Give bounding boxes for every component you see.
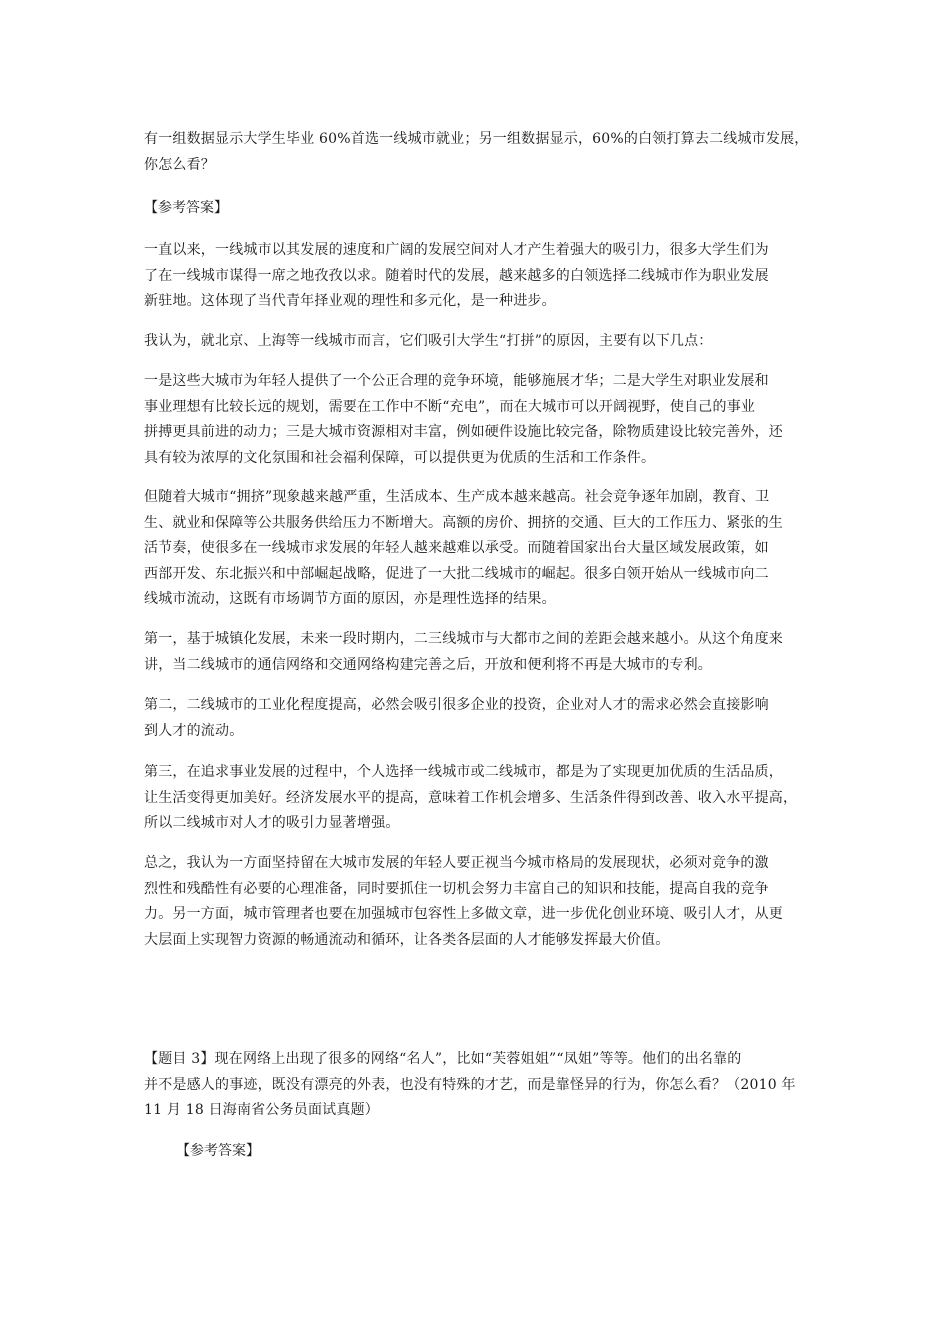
paragraph-6 [144, 693, 812, 744]
paragraph-1 [144, 238, 812, 315]
answer-label: 【参考答案】 [144, 200, 228, 216]
text-line: 第二，二线城市的工业化程度提高，必然会吸引很多企业的投资，企业对人才的需求必然会直接影响 [144, 697, 769, 713]
text-line: 一是这些大城市为年轻人提供了一个公正合理的竞争环境，能够施展才华；二是大学生对职业发展和 [144, 373, 769, 389]
text-line: 讲，当二线城市的通信网络和交通网络构建完善之后，开放和便利将不再是大城市的专利。 [144, 656, 712, 673]
question-3 [144, 1047, 812, 1124]
text-line: 生、就业和保障等公共服务供给压力不断增大。高额的房价、拥挤的交通、巨大的工作压力、紧张的生 [144, 514, 783, 531]
text-line: 并不是感人的事迹，既没有漂亮的外表，也没有特殊的才艺，而是靠怪异的行为，你怎么看？（2010 年 [144, 1076, 796, 1093]
text-line: 一直以来，一线城市以其发展的速度和广阔的发展空间对人才产生着强大的吸引力，很多大学生们为 [144, 242, 769, 258]
text-line: 11 月 18 日海南省公务员面试真题） [144, 1102, 379, 1118]
text-line: 烈性和残酷性有必要的心理准备，同时要抓住一切机会努力丰富自己的知识和技能，提高自我的竞争 [144, 880, 769, 897]
text-line: 但随着大城市“拥挤”现象越来越严重，生活成本、生产成本越来越高。社会竞争逐年加剧，教育、卫 [144, 489, 770, 505]
text-line: 事业理想有比较长远的规划，需要在工作中不断“充电”，而在大城市可以开阔视野，使自己的事业 [144, 398, 756, 415]
text-line: 线城市流动，这既有市场调节方面的原因，亦是理性选择的结果。 [144, 591, 556, 607]
paragraph-8 [144, 851, 812, 953]
text-line: 活节奏，使很多在一线城市求发展的年轻人越来越难以承受。而随着国家出台大量区域发展政策，如 [144, 540, 769, 556]
text-line: 所以二线城市对人才的吸引力显著增强。 [144, 815, 400, 831]
text-line: 第一，基于城镇化发展，未来一段时期内，二三线城市与大都市之间的差距会越来越小。从这个角度来 [144, 631, 783, 647]
paragraph-3 [144, 369, 812, 471]
text-line: 力。另一方面，城市管理者也要在加强城市包容性上多做文章，进一步优化创业环境、吸引人才，从更 [144, 906, 783, 922]
text-line: 有一组数据显示大学生毕业 60%首选一线城市就业；另一组数据显示，60%的白领打算去二线城市发展， [144, 131, 809, 147]
text-line: 总之，我认为一方面坚持留在大城市发展的年轻人要正视当今城市格局的发展现状，必须对竞争的激 [144, 855, 769, 871]
text-line: 【题目 3】现在网络上出现了很多的网络“名人”，比如“芙蓉姐姐”“凤姐”等等。他们的出名靠的 [144, 1051, 742, 1067]
text-line: 拼搏更具前进的动力；三是大城市资源相对丰富，例如硬件设施比较完备，除物质建设比较完善外，还 [144, 424, 783, 440]
text-line: 大层面上实现智力资源的畅通流动和循环，让各类各层面的人才能够发挥最大价值。 [144, 931, 670, 948]
text-line: 让生活变得更加美好。经济发展水平的提高，意味着工作机会增多、生活条件得到改善、收入水平提高， [144, 789, 798, 806]
text-line: 你怎么看？ [144, 156, 215, 173]
paragraph-7 [144, 760, 812, 837]
paragraph-2 [144, 329, 812, 355]
text-line: 第三，在追求事业发展的过程中，个人选择一线城市或二线城市，都是为了实现更加优质的生活品质， [144, 764, 783, 780]
text-line: 具有较为浓厚的文化氛围和社会福利保障，可以提供更为优质的生活和工作条件。 [144, 449, 656, 466]
question-intro [144, 127, 812, 178]
text-line: 西部开发、东北振兴和中部崛起战略，促进了一大批二线城市的崛起。很多白领开始从一线城市向二 [144, 565, 769, 582]
paragraph-5 [144, 627, 812, 678]
text-line: 到人才的流动。 [144, 722, 244, 739]
paragraph-4 [144, 485, 812, 613]
text-line: 新驻地。这体现了当代青年择业观的理性和多元化，是一种进步。 [144, 293, 556, 309]
text-line: 我认为，就北京、上海等一线城市而言，它们吸引大学生“打拼”的原因，主要有以下几点： [144, 333, 713, 349]
text-line: 了在一线城市谋得一席之地孜孜以求。随着时代的发展，越来越多的白领选择二线城市作为职业发展 [144, 267, 769, 284]
answer-label: 【参考答案】 [176, 1143, 260, 1159]
